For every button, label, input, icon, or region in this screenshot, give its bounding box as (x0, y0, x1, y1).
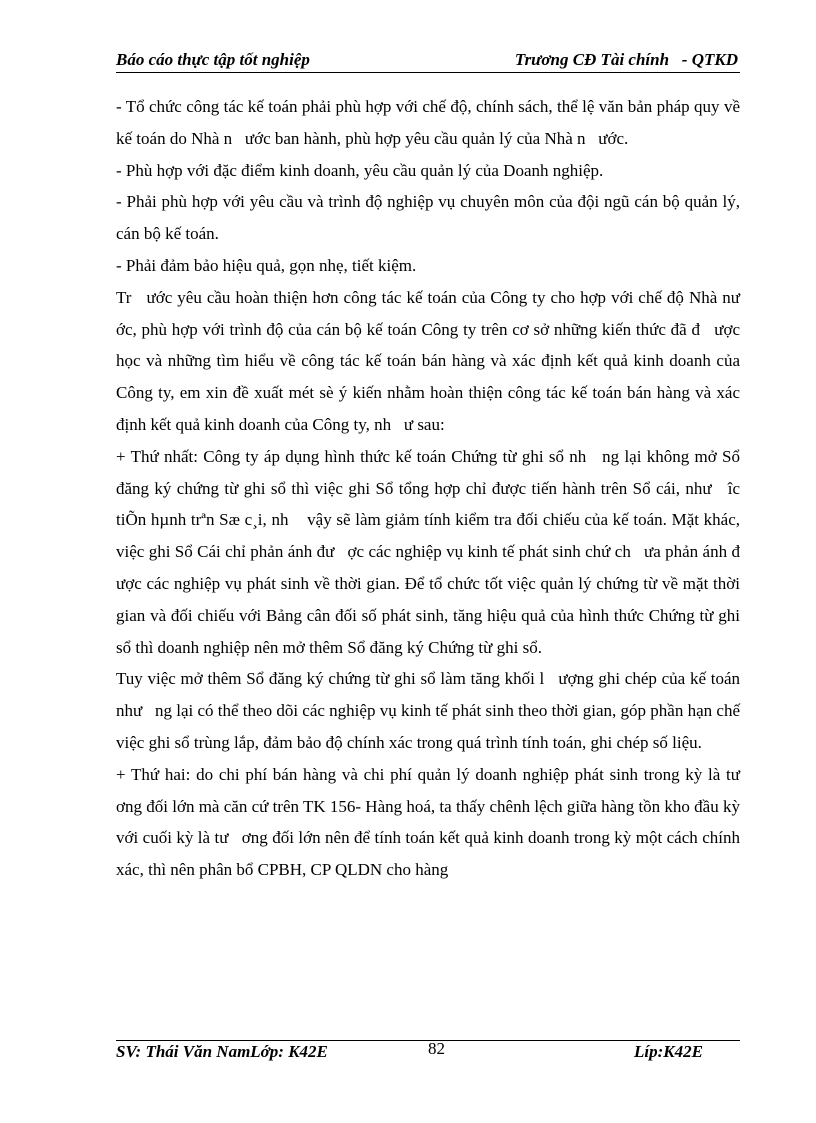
header-report-title: Báo cáo thực tập tốt nghiệp (116, 50, 310, 69)
paragraph-1: - Tổ chức công tác kế toán phải phù hợp với chế độ, chính sách, thể lệ văn bản pháp quy về kế toán do Nhà n ước ban hành, phù hợp yêu cầu quản lý của Nhà n ước. (116, 97, 745, 148)
paragraph-2: - Phù hợp với đặc điểm kinh doanh, yêu cầu quản lý của Doanh nghiệp. (116, 160, 604, 180)
paragraph-5: Tr ước yêu cầu hoàn thiện hơn công tác kế toán của Công ty cho hợp với chế độ Nhà nư ớc, phù hợp với trình độ của cán bộ kế toán Công ty trên cơ sở những kiến thức đã đ ược học và những tìm hiểu về công tác kế toán bán hàng và xác định kết quả kinh doanh của Công ty, em xin đề xuất mét sè ý kiến nhằm hoàn thiện công tác kế toán bán hàng và xác định kết quả kinh doanh của Công ty, nh ư sau: (116, 287, 753, 434)
page-header (116, 48, 740, 73)
paragraph-3: - Phải phù hợp với yêu cầu và trình độ nghiệp vụ chuyên môn của đội ngũ cán bộ quản lý, cán bộ kế toán. (116, 192, 745, 244)
document-body (116, 91, 753, 886)
paragraph-7: Tuy việc mở thêm Sổ đăng ký chứng từ ghi sổ làm tăng khối l ượng ghi chép của kế toán như ng lại có thể theo dõi các nghiệp vụ kinh tế phát sinh theo thời gian, góp phần hạn chế việc ghi sổ trùng lắp, đảm bảo độ chính xác trong quá trình tính toán, ghi chép số liệu. (116, 669, 745, 752)
paragraph-4: - Phải đảm bảo hiệu quả, gọn nhẹ, tiết kiệm. (116, 255, 417, 275)
footer-class-info: Líp:K42E (634, 1042, 703, 1061)
paragraph-8: + Thứ hai: do chi phí bán hàng và chi phí quản lý doanh nghiệp phát sinh trong kỳ là tư ơng đối lớn mà căn cứ trên TK 156- Hàng hoá, ta thấy chênh lệch giữa hàng tồn kho đầu kỳ với cuối kỳ là tư ơng đối lớn nên để tính toán kết quả kinh doanh trong kỳ một cách chính xác, thì nên phân bổ CPBH, CP QLDN cho hàng (116, 764, 753, 880)
page-number: 82 (428, 1039, 445, 1058)
footer-student-info: SV: Thái Văn NamLớp: K42E (116, 1042, 328, 1061)
header-school-name: Trương CĐ Tài chính - QTKD (514, 50, 738, 69)
paragraph-6: + Thứ nhất: Công ty áp dụng hình thức kế toán Chứng từ ghi sổ nh ng lại không mở Sổ đăng ký chứng từ ghi sổ thì việc ghi Sổ tổng hợp chỉ được tiến hành trên Sổ cái, như îc tiÕn hµnh trªn Sæ c¸i, nh vậy sẽ làm giảm tính kiểm tra đối chiếu của kế toán. Mặt khác, việc ghi Sổ Cái chỉ phản ánh đư ợc các nghiệp vụ kinh tế phát sinh chứ ch ưa phản ánh đ ược các nghiệp vụ phát sinh về thời gian. Để tổ chức tốt việc quản lý chứng từ về mặt thời gian và đối chiếu với Bảng cân đối số phát sinh, tăng hiệu quả của hình thức Chứng từ ghi sổ thì doanh nghiệp nên mở thêm Sổ đăng ký Chứng từ ghi sổ. (116, 446, 753, 657)
